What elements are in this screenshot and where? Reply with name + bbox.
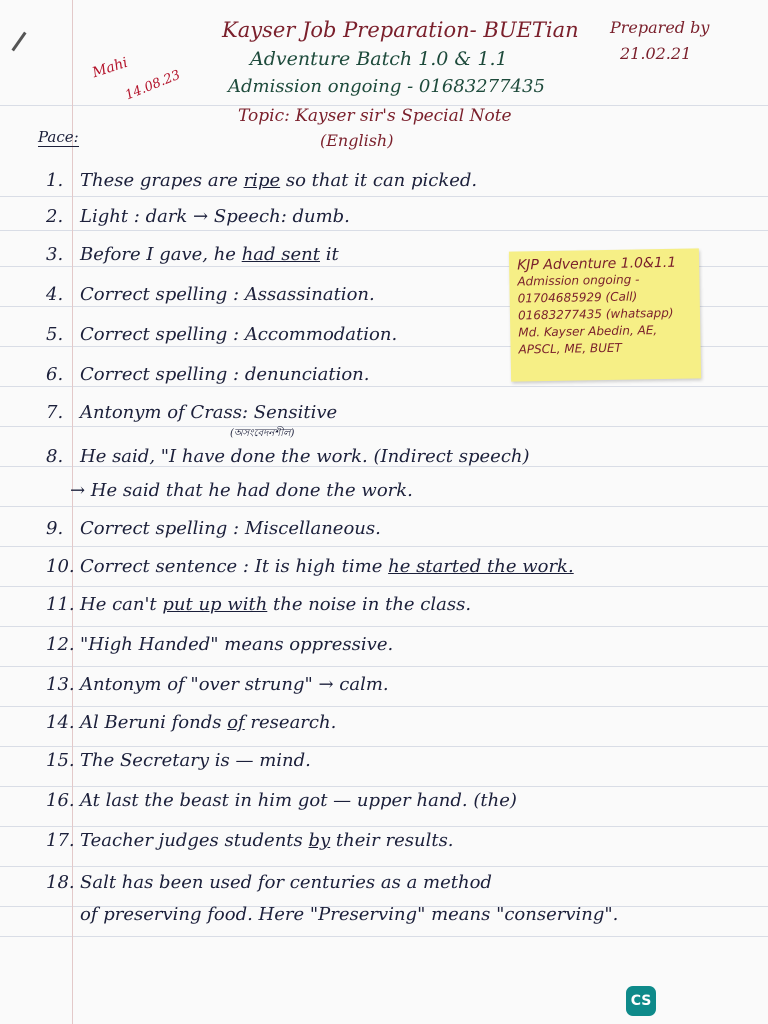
- list-item: 16. At last the beast in him got — upper hand. (the): [46, 790, 517, 811]
- prepared-date: 21.02.21: [620, 44, 692, 63]
- pencil-mark-icon: [11, 32, 26, 52]
- topic-line2: (English): [320, 131, 394, 150]
- list-item: 15. The Secretary is — mind.: [46, 750, 311, 771]
- ruled-line: [0, 426, 768, 427]
- ruled-line: [0, 666, 768, 667]
- list-item: 18. Salt has been used for centuries as a method: [46, 872, 492, 893]
- topic-line1: Topic: Kayser sir's Special Note: [238, 106, 512, 126]
- ruled-line: [0, 196, 768, 197]
- ruled-line: [0, 586, 768, 587]
- ruled-line: [0, 786, 768, 787]
- sticky-note-line: 01704685929 (Call): [517, 289, 638, 306]
- signature-stamp: Mahi: [90, 54, 130, 82]
- list-item: 8. He said, "I have done the work. (Indirect speech): [46, 446, 530, 467]
- header-title-line3: Admission ongoing - 01683277435: [228, 76, 545, 97]
- ruled-line: [0, 386, 768, 387]
- list-item: 12. "High Handed" means oppressive.: [46, 634, 394, 655]
- camscanner-logo-icon: CS: [626, 986, 656, 1016]
- ruled-line: [0, 866, 768, 867]
- header-title-line2: Adventure Batch 1.0 & 1.1: [250, 48, 508, 70]
- list-item: 7. Antonym of Crass: Sensitive: [46, 402, 338, 423]
- prepared-by-label: Prepared by: [610, 18, 710, 37]
- list-item: of preserving food. Here "Preserving" means "conserving".: [80, 904, 619, 925]
- list-item: 6. Correct spelling : denunciation.: [46, 364, 370, 385]
- ruled-line: [0, 230, 768, 231]
- list-item: 1. These grapes are ripe so that it can picked.: [46, 170, 478, 191]
- ruled-line: [0, 746, 768, 747]
- list-item: → He said that he had done the work.: [70, 480, 413, 501]
- list-item: 3. Before I gave, he had sent it: [46, 244, 339, 265]
- list-item: 9. Correct spelling : Miscellaneous.: [46, 518, 381, 539]
- list-item: 13. Antonym of "over strung" → calm.: [46, 674, 389, 695]
- header-title-line1: Kayser Job Preparation- BUETian: [222, 18, 579, 42]
- stamp-date: 14.08.23: [123, 67, 183, 104]
- crass-meaning-hint: (অসংবেদনশীল): [230, 428, 295, 439]
- list-item: 2. Light : dark → Speech: dumb.: [46, 206, 350, 227]
- list-item: 11. He can't put up with the noise in the class.: [46, 594, 472, 615]
- ruled-line: [0, 826, 768, 827]
- ruled-line: [0, 706, 768, 707]
- sticky-note: [509, 248, 701, 381]
- margin-line: [72, 0, 73, 1024]
- list-item: 4. Correct spelling : Assassination.: [46, 284, 375, 305]
- sticky-note-line: Md. Kayser Abedin, AE,: [518, 323, 658, 340]
- ruled-line: [0, 506, 768, 507]
- list-item: 17. Teacher judges students by their results.: [46, 830, 454, 851]
- ruled-line: [0, 546, 768, 547]
- ruled-line: [0, 626, 768, 627]
- list-item: 14. Al Beruni fonds of research.: [46, 712, 337, 733]
- list-item: 5. Correct spelling : Accommodation.: [46, 324, 398, 345]
- list-item: 10. Correct sentence : It is high time he started the work.: [46, 556, 574, 577]
- sticky-note-line: 01683277435 (whatsapp): [517, 305, 674, 323]
- sticky-note-line: Admission ongoing -: [517, 272, 640, 289]
- sticky-note-title: KJP Adventure 1.0&1.1: [516, 254, 677, 274]
- ruled-line: [0, 936, 768, 937]
- sticky-note-line: APSCL, ME, BUET: [518, 340, 622, 357]
- pace-label: Pace:: [38, 128, 79, 146]
